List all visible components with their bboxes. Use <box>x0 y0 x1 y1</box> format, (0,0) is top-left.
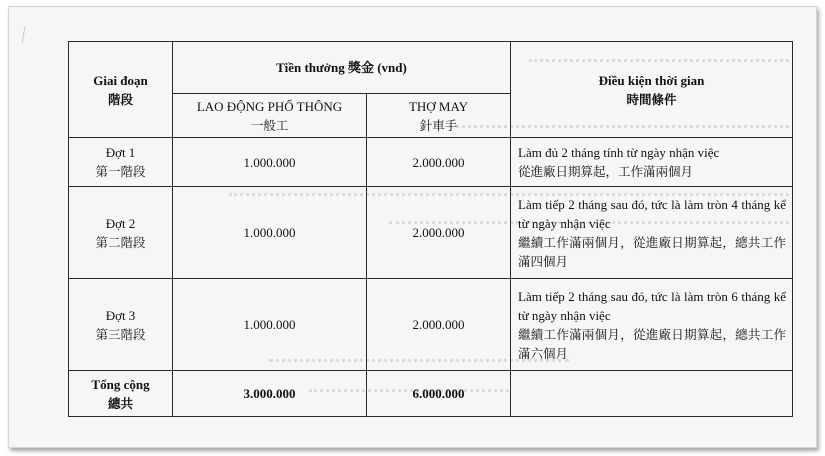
total-label-zh: 總共 <box>107 395 133 411</box>
phase-cell <box>69 279 173 371</box>
seamstress-header-zh: 針車手 <box>419 117 458 133</box>
general-worker-header <box>173 94 367 138</box>
condition-cell <box>511 138 793 187</box>
bonus-header: Tiền thưởng 獎金 (vnd) <box>173 42 511 94</box>
phase-header <box>69 42 173 138</box>
general-worker-amount: 1.000.000 <box>173 279 367 371</box>
condition-zh: 繼續工作滿兩個月，從進廠日期算起，總共工作滿四個月 <box>518 234 786 269</box>
total-label-vi: Tổng cộng <box>91 376 150 392</box>
phase-vi: Đợt 1 <box>105 145 136 160</box>
seamstress-header-vi: THỢ MAY <box>408 98 469 114</box>
seamstress-header <box>367 94 511 138</box>
general-worker-amount: 1.000.000 <box>173 138 367 187</box>
phase-zh: 第一階段 <box>95 164 146 179</box>
phase-vi: Đợt 3 <box>105 307 136 323</box>
condition-header-vi: Điều kiện thời gian <box>598 72 705 88</box>
total-empty-cell <box>511 371 793 417</box>
document-page <box>8 6 817 448</box>
phase-zh: 第三階段 <box>95 326 146 342</box>
general-worker-total: 3.000.000 <box>173 371 367 417</box>
table-row <box>69 279 793 371</box>
phase-header-vi: Giai đoạn <box>93 72 148 88</box>
condition-cell <box>511 279 793 371</box>
seamstress-total: 6.000.000 <box>367 371 511 417</box>
condition-zh: 繼續工作滿兩個月，從進廠日期算起，總共工作滿六個月 <box>518 326 786 361</box>
table-row <box>69 187 793 279</box>
condition-cell <box>511 187 793 279</box>
header-row <box>69 42 793 94</box>
seamstress-amount: 2.000.000 <box>367 279 511 371</box>
condition-vi: Làm đủ 2 tháng tính từ ngày nhận việc <box>518 145 720 160</box>
general-worker-amount: 1.000.000 <box>173 187 367 279</box>
phase-cell <box>69 187 173 279</box>
phase-zh: 第二階段 <box>95 234 146 250</box>
bonus-table <box>68 41 793 417</box>
table-row <box>69 138 793 187</box>
phase-header-zh: 階段 <box>107 91 133 107</box>
condition-vi: Làm tiếp 2 tháng sau đó, tức là làm tròn 4 tháng kể từ ngày nhận việc <box>518 196 786 231</box>
phase-vi: Đợt 2 <box>105 215 136 231</box>
seamstress-amount: 2.000.000 <box>367 138 511 187</box>
page-edge-mark <box>22 27 36 43</box>
condition-vi: Làm tiếp 2 tháng sau đó, tức là làm tròn 6 tháng kể từ ngày nhận việc <box>518 288 786 323</box>
total-row <box>69 371 793 417</box>
condition-header-zh: 時間條件 <box>626 91 677 107</box>
condition-header <box>511 42 793 138</box>
seamstress-amount: 2.000.000 <box>367 187 511 279</box>
total-label-cell <box>69 371 173 417</box>
condition-zh: 從進廠日期算起，工作滿兩個月 <box>518 164 694 179</box>
phase-cell <box>69 138 173 187</box>
general-worker-header-zh: 一般工 <box>250 117 289 133</box>
general-worker-header-vi: LAO ĐỘNG PHỔ THÔNG <box>196 98 343 114</box>
